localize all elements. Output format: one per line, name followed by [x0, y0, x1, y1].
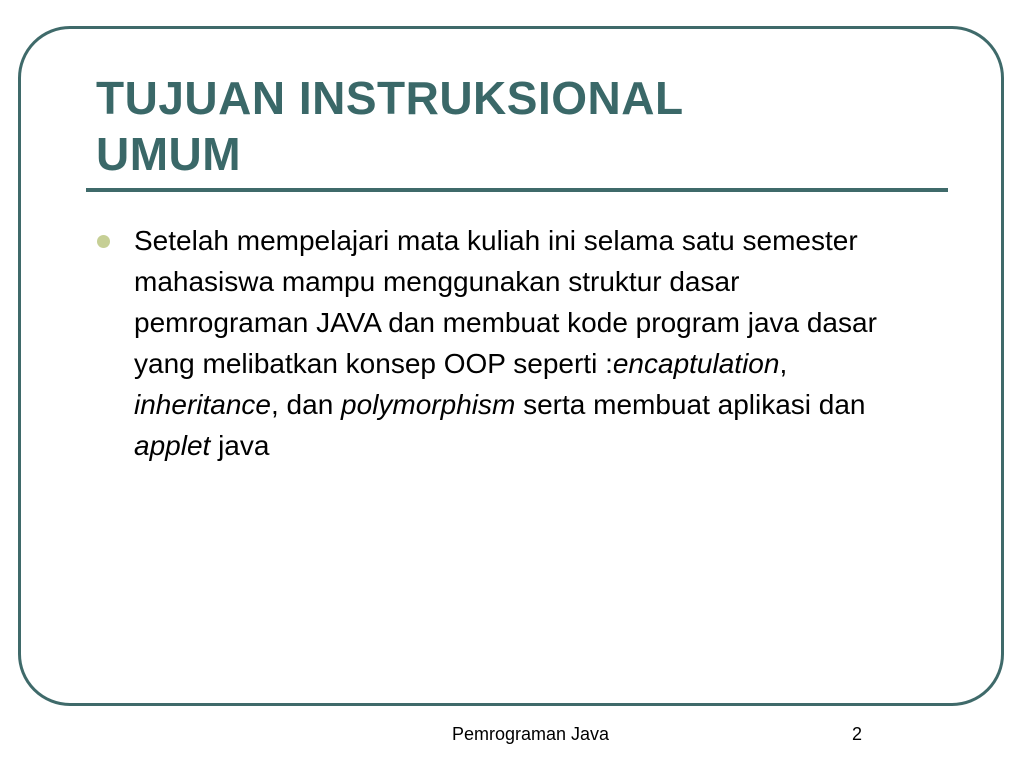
bullet-item: [96, 220, 896, 466]
bullet-term-applet: applet: [134, 430, 211, 461]
bullet-term-polymorphism: polymorphism: [341, 389, 516, 420]
bullet-text-part2: serta membuat aplikasi dan: [515, 389, 866, 420]
bullet-list: [96, 220, 896, 466]
bullet-dot-icon: [97, 235, 110, 248]
title-line-2: UMUM: [96, 128, 242, 180]
bullet-text-part3: java: [210, 430, 270, 461]
bullet-separator-1: ,: [779, 348, 788, 379]
bullet-separator-2: , dan: [270, 389, 342, 420]
bullet-term-encaptulation: encaptulation: [612, 348, 780, 379]
footer-title: Pemrograman Java: [452, 724, 610, 744]
bullet-text-part1: Setelah mempelajari mata kuliah ini selama satu semester mahasiswa mampu menggunakan struktur dasar pemrograman JAVA dan membuat kode program java dasar yang melibatkan konsep OOP seperti :: [134, 225, 877, 379]
title-divider: [86, 188, 948, 192]
page-number: 2: [852, 724, 863, 744]
slide-title: [96, 70, 916, 182]
bullet-term-inheritance: inheritance: [134, 389, 271, 420]
title-line-1: TUJUAN INSTRUKSIONAL: [96, 72, 684, 124]
